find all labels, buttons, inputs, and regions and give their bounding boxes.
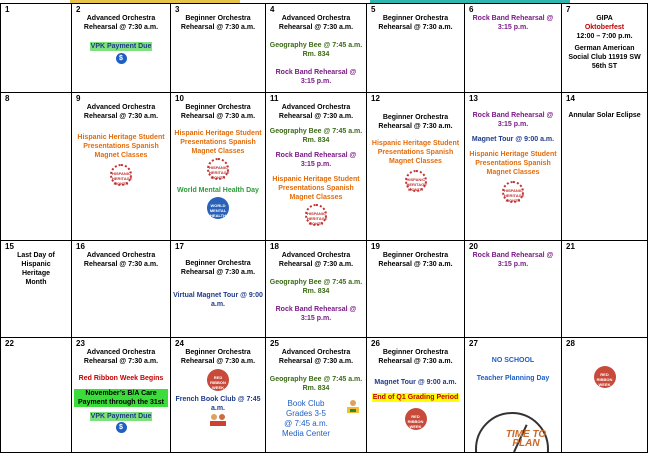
event-vpk-payment-label: VPK Payment Due <box>90 43 152 50</box>
event-advanced-orchestra: Advanced Orchestra Rehearsal @ 7:30 a.m. <box>83 15 159 31</box>
event-vpk-payment <box>74 412 168 421</box>
event-geography-bee: Geography Bee @ 7:45 a.m. Rm. 834 <box>269 128 363 144</box>
event-rock-band: Rock Band Rehearsal @ 3:15 p.m. <box>275 69 357 85</box>
event-oktoberfest: Oktoberfest <box>584 24 625 31</box>
day-number: 28 <box>566 339 575 348</box>
day-number: 1 <box>5 5 10 14</box>
event-book-club-time: @ 7:45 a.m. <box>284 419 328 428</box>
day-number: 27 <box>469 339 478 348</box>
day-cell <box>562 241 648 338</box>
event-hispanic-heritage: Hispanic Heritage Student Presentations Spanish Magnet Classes <box>272 176 360 201</box>
hispanic-heritage-badge-icon: HISPANIC HERITAGE MONTH <box>305 204 327 226</box>
event-vpk-payment-label: VPK Payment Due <box>90 413 152 420</box>
day-cell <box>465 4 562 93</box>
event-beginner-orchestra: Beginner Orchestra Rehearsal @ 7:30 a.m. <box>378 15 453 31</box>
hispanic-heritage-badge-icon: HISPANIC HERITAGE MONTH <box>405 170 427 192</box>
day-number: 20 <box>469 242 478 251</box>
reading-kids-icon <box>209 413 227 427</box>
day-number: 4 <box>270 5 275 14</box>
day-cell <box>465 93 562 241</box>
day-number: 11 <box>270 94 279 103</box>
event-end-q1-label: End of Q1 Grading Period <box>372 394 459 401</box>
day-number: 7 <box>566 5 571 14</box>
clock-caption: TIME TO PLAN <box>505 429 547 449</box>
day-cell <box>1 241 72 338</box>
day-number: 26 <box>371 339 380 348</box>
event-hispanic-heritage: Hispanic Heritage Student Presentations Spanish Magnet Classes <box>371 140 460 165</box>
hispanic-heritage-badge-icon: HISPANIC HERITAGE MONTH <box>502 181 524 203</box>
hispanic-heritage-badge-icon: HISPANIC HERITAGE MONTH <box>110 164 132 186</box>
event-no-school: NO SCHOOL <box>491 357 535 364</box>
day-cell <box>171 93 266 241</box>
event-rock-band: Rock Band Rehearsal @ 3:15 p.m. <box>275 306 357 322</box>
event-rock-band: Rock Band Rehearsal @ 3:15 p.m. <box>472 252 554 268</box>
event-beginner-orchestra: Beginner Orchestra Rehearsal @ 7:30 a.m. <box>378 114 453 130</box>
event-ba-care-payment-label: November’s B/A Care Payment through the 31st <box>74 389 168 407</box>
red-ribbon-week-icon: RED RIBBON WEEK <box>207 369 229 391</box>
event-beginner-orchestra: Beginner Orchestra Rehearsal @ 7:30 a.m. <box>180 15 256 31</box>
event-ba-care-payment <box>74 389 168 407</box>
event-rock-band: Rock Band Rehearsal @ 3:15 p.m. <box>472 112 554 128</box>
day-cell <box>562 93 648 241</box>
event-advanced-orchestra: Advanced Orchestra Rehearsal @ 7:30 a.m. <box>278 104 354 120</box>
day-cell <box>465 241 562 338</box>
calendar-week-row <box>1 338 648 453</box>
day-number: 23 <box>76 339 85 348</box>
day-number: 15 <box>5 242 14 251</box>
day-number: 24 <box>175 339 184 348</box>
calendar-week-row <box>1 93 648 241</box>
day-cell <box>72 338 171 453</box>
day-number: 3 <box>175 5 180 14</box>
day-number: 25 <box>270 339 279 348</box>
day-cell <box>72 241 171 338</box>
event-teacher-planning-day: Teacher Planning Day <box>476 375 550 382</box>
event-world-mental-health-day: World Mental Health Day <box>177 187 259 194</box>
world-mental-health-day-icon: WORLD MENTAL HEALTH DAY <box>207 197 229 219</box>
event-hispanic-heritage: Hispanic Heritage Student Presentations Spanish Magnet Classes <box>469 151 557 176</box>
event-beginner-orchestra: Beginner Orchestra Rehearsal @ 7:30 a.m. <box>180 260 256 276</box>
event-advanced-orchestra: Advanced Orchestra Rehearsal @ 7:30 a.m. <box>83 104 159 120</box>
calendar-week-row <box>1 241 648 338</box>
hispanic-heritage-badge-icon: HISPANIC HERITAGE MONTH <box>207 158 229 180</box>
event-gipa: GIPA <box>596 15 613 22</box>
day-number: 9 <box>76 94 81 103</box>
day-number: 2 <box>76 5 81 14</box>
day-number: 13 <box>469 94 478 103</box>
event-advanced-orchestra: Advanced Orchestra Rehearsal @ 7:30 a.m. <box>83 349 159 365</box>
event-advanced-orchestra: Advanced Orchestra Rehearsal @ 7:30 a.m. <box>278 15 354 31</box>
day-cell <box>367 4 465 93</box>
event-book-club-location: Media Center <box>281 429 331 438</box>
time-to-plan-clock-icon <box>475 412 549 453</box>
event-vpk-payment <box>74 42 168 51</box>
day-cell <box>266 338 367 453</box>
day-cell <box>562 4 648 93</box>
calendar-grid <box>0 3 648 453</box>
event-advanced-orchestra: Advanced Orchestra Rehearsal @ 7:30 a.m. <box>278 349 354 365</box>
day-number: 19 <box>371 242 380 251</box>
red-ribbon-week-icon: RED RIBBON WEEK <box>405 408 427 430</box>
day-number: 10 <box>175 94 184 103</box>
event-rock-band: Rock Band Rehearsal @ 3:15 p.m. <box>472 15 554 31</box>
day-cell <box>72 4 171 93</box>
day-cell <box>266 4 367 93</box>
day-number: 18 <box>270 242 279 251</box>
event-advanced-orchestra: Advanced Orchestra Rehearsal @ 7:30 a.m. <box>83 252 159 268</box>
event-beginner-orchestra: Beginner Orchestra Rehearsal @ 7:30 a.m. <box>378 252 453 268</box>
dollar-coin-icon: $ <box>116 422 127 433</box>
event-oktoberfest-location: German American Social Club 11919 SW 56th ST <box>568 45 641 70</box>
day-cell <box>266 241 367 338</box>
day-cell <box>72 93 171 241</box>
event-advanced-orchestra: Advanced Orchestra Rehearsal @ 7:30 a.m. <box>278 252 354 268</box>
day-number: 6 <box>469 5 474 14</box>
event-rock-band: Rock Band Rehearsal @ 3:15 p.m. <box>275 152 357 168</box>
day-cell <box>1 4 72 93</box>
event-beginner-orchestra: Beginner Orchestra Rehearsal @ 7:30 a.m. <box>180 104 256 120</box>
day-cell <box>367 338 465 453</box>
day-number: 22 <box>5 339 14 348</box>
event-beginner-orchestra: Beginner Orchestra Rehearsal @ 7:30 a.m. <box>378 349 453 365</box>
day-number: 21 <box>566 242 575 251</box>
event-end-q1 <box>369 393 462 402</box>
day-cell <box>367 241 465 338</box>
event-book-club-grades: Grades 3-5 <box>285 409 327 418</box>
event-hispanic-heritage: Hispanic Heritage Student Presentations Spanish Magnet Classes <box>77 134 165 159</box>
day-cell <box>171 4 266 93</box>
event-geography-bee: Geography Bee @ 7:45 a.m. Rm. 834 <box>269 279 363 295</box>
day-number: 17 <box>175 242 184 251</box>
day-cell <box>1 93 72 241</box>
day-number: 8 <box>5 94 10 103</box>
day-cell <box>562 338 648 453</box>
event-annular-solar-eclipse: Annular Solar Eclipse <box>568 112 641 119</box>
event-book-club <box>268 399 364 439</box>
day-number: 16 <box>76 242 85 251</box>
event-geography-bee: Geography Bee @ 7:45 a.m. Rm. 834 <box>269 42 363 58</box>
reading-kids-icon <box>344 399 362 415</box>
event-last-day-hispanic-heritage: Last Day of Hispanic Heritage Month <box>17 252 55 286</box>
day-cell <box>266 93 367 241</box>
event-virtual-magnet-tour: Virtual Magnet Tour @ 9:00 a.m. <box>173 292 263 308</box>
event-french-book-club: French Book Club @ 7:45 a.m. <box>175 396 261 412</box>
day-number: 12 <box>371 94 380 103</box>
event-magnet-tour: Magnet Tour @ 9:00 a.m. <box>374 379 457 386</box>
event-magnet-tour: Magnet Tour @ 9:00 a.m. <box>471 136 555 143</box>
day-cell <box>171 338 266 453</box>
day-number: 14 <box>566 94 575 103</box>
event-book-club-title: Book Club <box>287 399 325 408</box>
event-hispanic-heritage: Hispanic Heritage Student Presentations Spanish Magnet Classes <box>174 130 262 155</box>
event-geography-bee: Geography Bee @ 7:45 a.m. Rm. 834 <box>269 376 363 392</box>
event-red-ribbon-week: Red Ribbon Week Begins <box>78 375 164 382</box>
day-number: 5 <box>371 5 376 14</box>
dollar-coin-icon: $ <box>116 53 127 64</box>
event-oktoberfest-time: 12:00 – 7:00 p.m. <box>576 33 633 40</box>
day-cell <box>171 241 266 338</box>
event-beginner-orchestra: Beginner Orchestra Rehearsal @ 7:30 a.m. <box>180 349 256 365</box>
red-ribbon-week-icon: RED RIBBON WEEK <box>594 366 616 388</box>
day-cell <box>465 338 562 453</box>
calendar-week-row <box>1 4 648 93</box>
day-cell <box>367 93 465 241</box>
day-cell <box>1 338 72 453</box>
